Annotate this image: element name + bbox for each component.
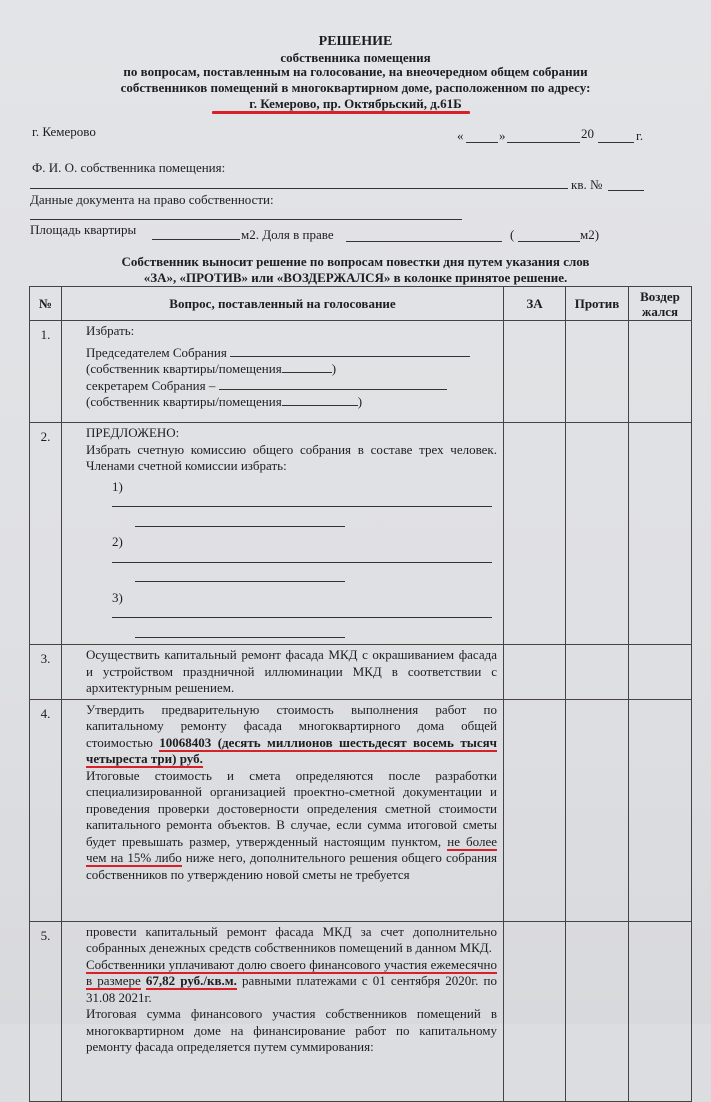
flat-number-field[interactable] [608,190,644,191]
date-month-field[interactable] [507,142,580,143]
q5-text-1: провести капитальный ремонт фасада МКД за счет дополнительно собранных денежных средств собственников помещений в данном МКД. [86,923,497,955]
share-area-unit: м2) [580,227,600,242]
question-3-number: 3. [30,645,62,700]
q1-secretary-label: секретарем Собрания – [86,377,216,393]
header-number: № [30,287,62,321]
header-za: ЗА [504,287,566,321]
q1-chairman-label: Председателем Собрания [86,344,227,360]
question-4 [62,699,504,921]
q4-limit: не более чем на 15% либо [86,833,498,865]
header-address: г. Кемерово, пр. Октябрьский, д.61Б [249,96,462,111]
q4-amount: 10068403 (десять миллионов шестьдесят восемь тысяч четыреста три) руб. [86,734,497,766]
table-row [30,645,692,700]
q2-member-2-field[interactable] [112,551,492,563]
date-day-field[interactable] [466,142,498,143]
q2-member-1-field-2[interactable] [135,515,345,527]
header-vozderzhalsya-part-2: жался [641,303,679,319]
q2-member-3-field-2[interactable] [135,626,345,638]
q3-vozd-cell[interactable] [629,645,692,700]
q5-rate: 67,82 руб./кв.м. [145,973,237,988]
owner-name-field[interactable] [30,188,568,189]
q4-vozd-cell[interactable] [629,699,692,921]
header-line-1: собственника помещения [280,50,431,65]
q1-line-1: Избрать: [86,323,135,338]
table-header-row [30,287,692,321]
header-protiv: Против [566,287,629,321]
q1-secretary-field[interactable] [219,378,447,390]
voting-table [29,286,692,1102]
question-2 [62,423,504,645]
ownership-document-field[interactable] [30,219,462,220]
q5-text-3: Итоговая сумма финансового участия собственников помещений в многоквартирном доме на финансирование работ по капитальному ремонту фасада определяется путем суммирования: [86,1006,497,1054]
question-1-number: 1. [30,321,62,423]
date-year-prefix: 20 [581,126,594,141]
question-2-number: 2. [30,423,62,645]
q4-text-3: ниже него, дополнительного решения общего собрания собственников по утверждению новой сметы не требуется [86,850,498,882]
question-3 [62,645,504,700]
q2-line-2: Избрать счетную комиссию общего собрания в составе трех человек. Членами счетной комиссии избрать: [86,441,497,473]
date-year-field[interactable] [598,142,634,143]
q4-za-cell[interactable] [504,699,566,921]
q4-protiv-cell[interactable] [566,699,629,921]
header-vozderzhalsya [629,287,692,321]
table-row [30,921,692,1101]
q1-chairman-flat-field[interactable] [282,361,332,373]
table-row [30,699,692,921]
q2-member-1-field[interactable] [112,495,492,507]
header-question: Вопрос, поставленный на голосование [62,287,504,321]
city-label: г. Кемерово [32,124,96,139]
header-vozderzhalsya-part-1: Воздер [640,288,680,304]
q2-member-2-label: 2) [112,534,123,549]
header-line-2: по вопросам, поставленным на голосование, на внеочередном общем собрании [123,64,588,79]
q5-highlight: Собственники уплачивают долю своего финансового участия ежемесячно в размере [86,956,497,988]
question-4-number: 4. [30,699,62,921]
area-field[interactable] [152,239,240,240]
q1-za-cell[interactable] [504,321,566,423]
q2-line-1: ПРЕДЛОЖЕНО: [86,425,180,440]
q1-secretary-paren: ) [357,394,363,409]
address-red-underline [212,111,470,114]
q2-protiv-cell[interactable] [566,423,629,645]
header-line-3: собственников помещений в многоквартирном доме, расположенном по адресу: [120,80,591,95]
q5-text-2: равными платежами с 01 сентября 2020г. по 31.08 2021г. [86,973,497,1005]
share-area-open: ( [510,227,515,242]
share-area-field[interactable] [518,241,580,242]
q1-chairman-field[interactable] [230,345,470,357]
area-unit-share-label: м2. Доля в праве [241,227,334,242]
share-field[interactable] [346,241,502,242]
q2-member-3-field[interactable] [112,606,492,618]
q4-text-2: Итоговые стоимость и смета определяются после разработки специализированной организацией проектно-сметной документации и проведения проверки достоверности определения сметной стоимости капитального ремонта объектов. В случае, если сумма итоговой сметы будет превышать размер, утвержденный настоящим пунктом, [86,767,497,849]
flat-number-label: кв. № [571,177,603,192]
table-row [30,423,692,645]
q2-member-1-label: 1) [112,478,123,494]
q1-secretary-owner-label: (собственник квартиры/помещения [86,394,282,409]
date-quote-open: « [457,128,464,143]
q2-za-cell[interactable] [504,423,566,645]
q3-protiv-cell[interactable] [566,645,629,700]
q1-chairman-paren: ) [331,361,337,376]
area-label: Площадь квартиры [30,222,137,237]
q5-za-cell[interactable] [504,921,566,1101]
document-title: РЕШЕНИЕ [318,34,393,49]
q3-text: Осуществить капитальный ремонт фасада МКД с окрашиванием фасада и устройством праздничной иллюминации МКД в соответствии с архитектурным решением. [86,647,497,695]
notice-line-2: «ЗА», «ПРОТИВ» или «ВОЗДЕРЖАЛСЯ» в колонке принятое решение. [143,270,568,285]
q1-vozd-cell[interactable] [629,321,692,423]
q2-vozd-cell[interactable] [629,423,692,645]
q2-member-3-label: 3) [112,589,123,605]
date-quote-close: » [499,128,506,143]
q5-protiv-cell[interactable] [566,921,629,1101]
q1-secretary-flat-field[interactable] [282,394,358,406]
q4-text-1: Утвердить предварительную стоимость выполнения работ по капитальному ремонту фасада многоквартирного дома общей стоимостью [86,701,497,750]
notice-line-1: Собственник выносит решение по вопросам повестки дня путем указания слов [121,254,590,269]
table-row [30,321,692,423]
question-5-number: 5. [30,921,62,1101]
question-1 [62,321,504,423]
date-year-suffix: г. [636,128,644,143]
question-5 [62,921,504,1101]
q3-za-cell[interactable] [504,645,566,700]
q5-vozd-cell[interactable] [629,921,692,1101]
q2-member-2-field-2[interactable] [135,570,345,582]
owner-label: Ф. И. О. собственника помещения: [32,160,226,175]
ownership-document-label: Данные документа на право собственности: [30,192,274,207]
q1-chairman-owner-label: (собственник квартиры/помещения [86,361,282,376]
q1-protiv-cell[interactable] [566,321,629,423]
